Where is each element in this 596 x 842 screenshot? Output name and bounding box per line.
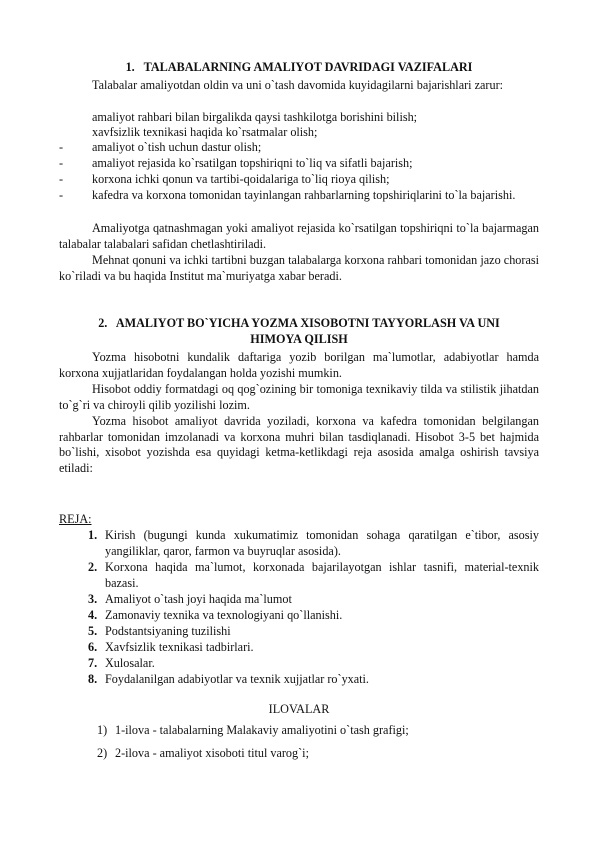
reja-item-text: Kirish (bugungi kunda xukumatimiz tomonidan sohaga qaratilgan e`tibor, asosiy yangiliklar, qaror, farmon va buyruqlar asosida).: [105, 528, 539, 558]
paragraph-exclusion: Amaliyotga qatnashmagan yoki amaliyot rejasida ko`rsatilgan topshiriqni to`la bajarmagan talabalar talabalari safidan chetlashtiriladi.: [59, 221, 539, 251]
section2-title-line1: AMALIYOT BO`YICHA YOZMA XISOBOTNI TAYYORLASH VA UNI: [115, 316, 500, 330]
reja-item-text: Foydalanilgan adabiyotlar va texnik xujjatlar ro`yxati.: [105, 672, 369, 686]
reja-item-text: Xavfsizlik texnikasi tadbirlari.: [105, 640, 254, 654]
dash-bullet: -: [59, 188, 64, 202]
dash-bullet: -: [59, 172, 64, 186]
ilovalar-item-number: 1): [97, 723, 108, 737]
reja-item-text: Korxona haqida ma`lumot, korxonada bajarilayotgan ishlar tasnifi, material-texnik bazasi.: [105, 560, 539, 590]
reja-item-text: Zamonaviy texnika va texnologiyani qo`llanishi.: [105, 608, 343, 622]
ilovalar-title: ILOVALAR: [268, 702, 330, 716]
plain-item: xavfsizlik texnikasi haqida ko`rsatmalar olish;: [92, 125, 318, 139]
section1-number: 1.: [125, 60, 135, 74]
reja-item-number: 6.: [88, 640, 98, 654]
plain-item: amaliyot rahbari bilan birgalikda qaysi tashkilotga borishini bilish;: [92, 110, 418, 124]
reja-label: REJA:: [59, 512, 92, 526]
section2-paragraph-2: Hisobot oddiy formatdagi oq qog`ozining bir tomoniga texnikaviy tilda va stilistik jihatdan to`g`ri va chiroyli qilib yozilishi lozim.: [59, 382, 539, 412]
section2-paragraph-3: Yozma hisobot amaliyot davrida yoziladi, korxona va kafedra tomonidan belgilangan rahbarlar tomonidan imzolanadi va korxona muhri bilan tasdiqlanadi. Hisobot 3-5 bet hajmida bo`lishi, xisobot yozishda esa quyidagi ketma-ketlikdagi reja asosida amalga oshirish tavsiya etiladi:: [59, 414, 539, 475]
ilovalar-item-text: 2-ilova - amaliyot xisoboti titul varog`i;: [115, 746, 309, 760]
reja-item-text: Amaliyot o`tash joyi haqida ma`lumot: [105, 592, 292, 606]
reja-item-number: 8.: [88, 672, 98, 686]
section1-title: TALABALARNING AMALIYOT DAVRIDAGI VAZIFALARI: [143, 60, 473, 74]
reja-item-number: 7.: [88, 656, 98, 670]
section2-title-line2: HIMOYA QILISH: [250, 331, 348, 346]
section1-intro: Talabalar amaliyotdan oldin va uni o`tash davomida kuyidagilarni bajarishlari zarur:: [92, 78, 504, 92]
reja-item-text: Podstantsiyaning tuzilishi: [105, 624, 231, 638]
ilovalar-item-number: 2): [97, 746, 108, 760]
dash-bullet: -: [59, 140, 64, 154]
dash-bullet: -: [59, 156, 64, 170]
ilovalar-item-text: 1-ilova - talabalarning Malakaviy amaliyotini o`tash grafigi;: [115, 723, 409, 737]
reja-item-number: 2.: [88, 560, 98, 574]
dash-item-text-wrapped: kafedra va korxona tomonidan tayinlangan rahbarlarning topshiriqlarini to`la bajarishi.: [92, 188, 516, 202]
reja-item-number: 4.: [88, 608, 98, 622]
reja-item-number: 5.: [88, 624, 98, 638]
section1-heading: [60, 60, 538, 76]
section2-heading: [60, 316, 538, 347]
dash-item-text: amaliyot rejasida ko`rsatilgan topshiriqni to`liq va sifatli bajarish;: [92, 156, 413, 170]
dash-item-text: amaliyot o`tish uchun dastur olish;: [92, 140, 262, 154]
reja-item-text: Xulosalar.: [105, 656, 155, 670]
section2-number: 2.: [98, 316, 108, 330]
paragraph-violation: Mehnat qonuni va ichki tartibni buzgan talabalarga korxona rahbari tomonidan jazo chorasi ko`riladi va bu haqida Institut ma`muriyatga xabar beradi.: [59, 253, 539, 283]
reja-item-number: 1.: [88, 528, 98, 542]
dash-item-text: korxona ichki qonun va tartibi-qoidalariga to`liq rioya qilish;: [92, 172, 390, 186]
reja-item-number: 3.: [88, 592, 98, 606]
section2-paragraph-1: Yozma hisobotni kundalik daftariga yozib borilgan ma`lumotlar, adabiyotlar hamda korxona xujjatlaridan foydalangan holda yozishi mumkin.: [59, 350, 539, 380]
